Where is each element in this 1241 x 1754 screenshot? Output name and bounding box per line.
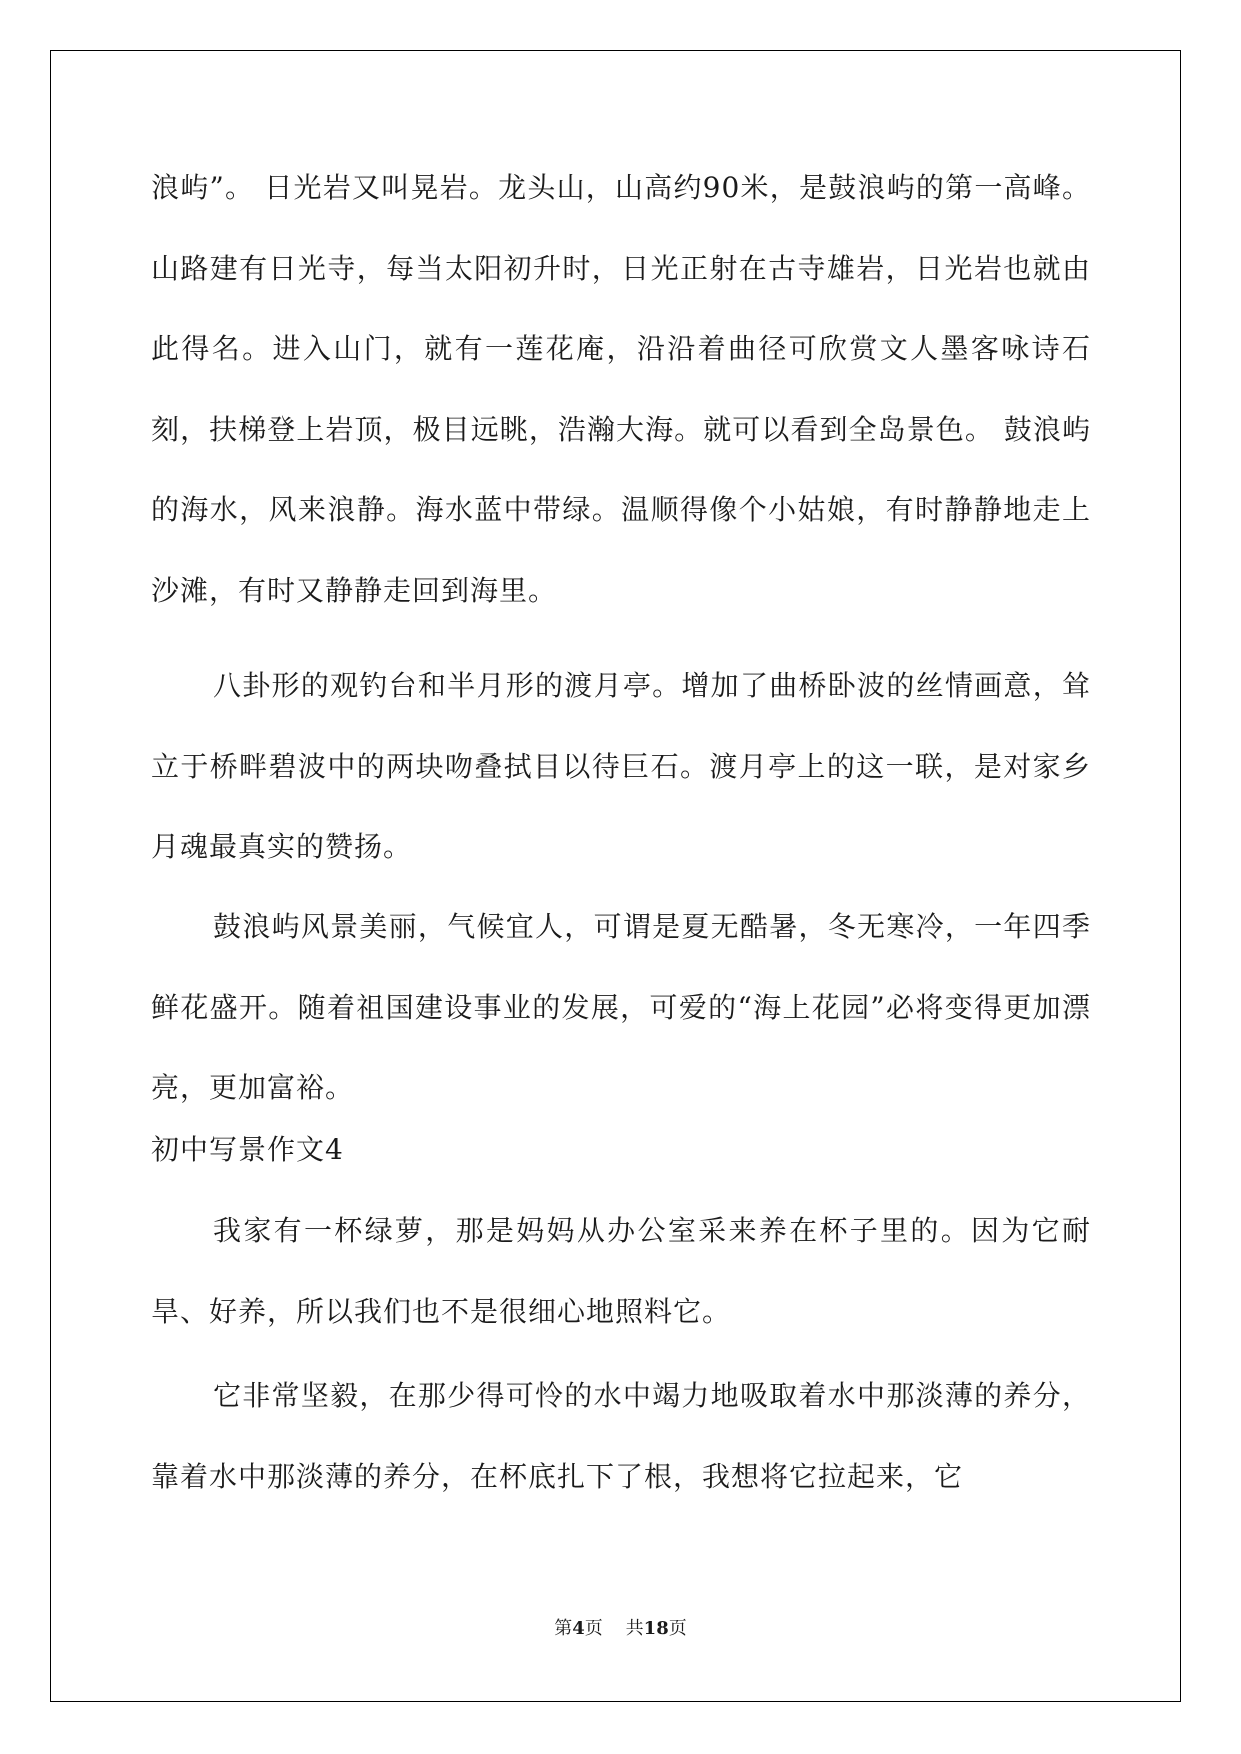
footer-page-suffix: 页 [584,1618,603,1639]
paragraph-moon-pavilion: 八卦形的观钓台和半月形的渡月亭。增加了曲桥卧波的丝情画意，耸立于桥畔碧波中的两块吻叠拭目以待巨石。渡月亭上的这一联，是对家乡月魂最真实的赞扬。 [151,669,1091,863]
footer-page-number: 4 [572,1618,585,1639]
footer-total-prefix: 共 [625,1618,644,1639]
section-heading: 初中写景作文4 [151,1133,344,1166]
paragraph-pothos-roots: 它非常坚毅，在那少得可怜的水中竭力地吸取着水中那淡薄的养分，靠着水中那淡薄的养分，在杯底扎下了根，我想将它拉起来，它 [151,1379,1091,1493]
paragraph-gulangyu-sunlight-rock: 浪屿”。 日光岩又叫晃岩。龙头山，山高约90米，是鼓浪屿的第一高峰。山路建有日光寺，每当太阳初升时，日光正射在古寺雄岩，日光岩也就由此得名。进入山门，就有一莲花庵，沿沿着曲径可欣赏文人墨客咏诗石刻，扶梯登上岩顶，极目远眺，浩瀚大海。就可以看到全岛景色。 鼓浪屿的海水，风来浪静。海水蓝中带绿。温顺得像个小姑娘，有时静静地走上沙滩，有时又静静走回到海里。 [151,171,1091,607]
footer-total-pages: 18 [643,1618,669,1639]
paragraph-sea-garden: 鼓浪屿风景美丽，气候宜人，可谓是夏无酷暑，冬无寒冷，一年四季鲜花盛开。随着祖国建设事业的发展，可爱的“海上花园”必将变得更加漂亮，更加富裕。 [151,910,1091,1104]
footer-total-suffix: 页 [668,1618,687,1639]
footer-page-prefix: 第 [554,1618,573,1639]
paragraph-green-pothos: 我家有一杯绿萝，那是妈妈从办公室采来养在杯子里的。因为它耐旱、好养，所以我们也不是很细心地照料它。 [151,1214,1091,1328]
page-footer [0,1614,1241,1640]
